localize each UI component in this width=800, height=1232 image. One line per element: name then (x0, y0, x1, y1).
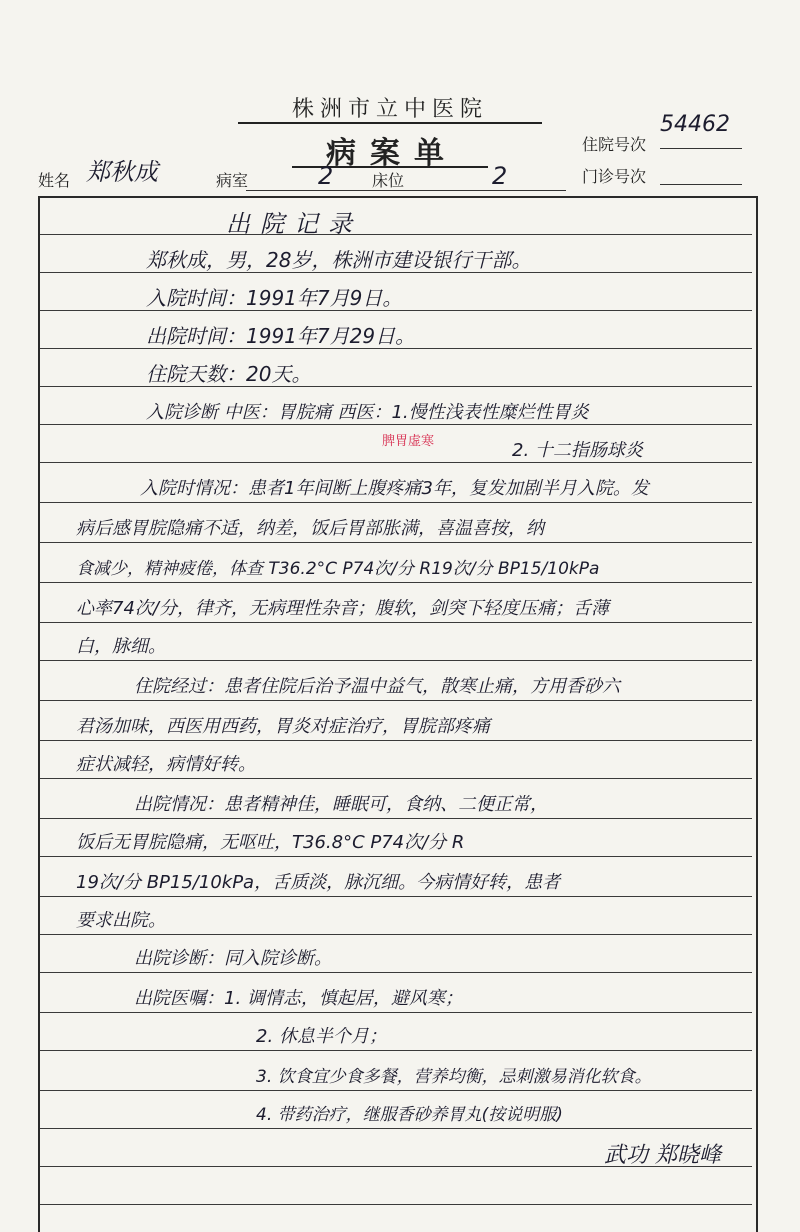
rule-line (40, 582, 752, 583)
ward-label: 病室 (216, 171, 249, 190)
rule-line (40, 856, 752, 857)
discharge-condition-line: 要求出院。 (76, 910, 166, 931)
discharge-condition-line: 19次/分 BP15/10kPa，舌质淡，脉沉细。今病情好转，患者 (76, 872, 561, 893)
record-title: 出院记录 (226, 210, 362, 238)
inpatient-no-value: 54462 (660, 112, 730, 137)
discharge-advice-line: 3. 饮食宜少食多餐，营养均衡，忌刺激易消化软食。 (256, 1067, 652, 1087)
red-annotation: 脾胃虚寒 (382, 434, 435, 449)
doctor-signature: 武功 郑晓峰 (604, 1143, 721, 1168)
discharge-advice-line: 2. 休息半个月； (256, 1026, 387, 1047)
rule-line (40, 1012, 752, 1013)
outpatient-no-underline (660, 184, 742, 185)
course-line: 住院经过：患者住院后治予温中益气，散寒止痛，方用香砂六 (134, 676, 620, 697)
rule-line (40, 462, 752, 463)
rule-line (40, 234, 752, 235)
rule-line (40, 502, 752, 503)
ward-bed-underline (246, 190, 566, 191)
rule-line (40, 1050, 752, 1051)
stay-days: 住院天数：20天。 (146, 362, 312, 386)
discharge-diagnosis: 出院诊断：同入院诊断。 (134, 948, 332, 969)
rule-line (40, 424, 752, 425)
rule-line (40, 896, 752, 897)
bed-value: 2 (492, 162, 508, 190)
hospital-underline (238, 122, 542, 124)
rule-line (40, 542, 752, 543)
rule-line (40, 1090, 752, 1091)
admission-condition-line: 心率74次/分，律齐，无病理性杂音；腹软，剑突下轻度压痛；舌薄 (76, 598, 609, 619)
patient-line: 郑秋成，男，28岁，株洲市建设银行干部。 (146, 248, 532, 272)
admission-condition-line: 入院时情况：患者1年间断上腹疼痛3年，复发加剧半月入院。发 (140, 478, 649, 499)
inpatient-no-label: 住院号次 (582, 135, 647, 154)
admission-diagnosis-2: 2. 十二指肠球炎 (512, 440, 643, 461)
course-line: 君汤加味，西医用西药，胃炎对症治疗，胃脘部疼痛 (76, 716, 490, 737)
rule-line (40, 660, 752, 661)
admit-time: 入院时间：1991年7月9日。 (146, 286, 403, 310)
name-label: 姓名 (38, 171, 71, 190)
rule-line (40, 972, 752, 973)
discharge-condition-line: 饭后无胃脘隐痛，无呕吐，T36.8°C P74次/分 R (76, 832, 465, 853)
discharge-advice-line: 出院医嘱：1. 调情志，慎起居，避风寒； (134, 988, 463, 1009)
hospital-name: 株洲市立中医院 (291, 97, 488, 122)
rule-line (40, 1128, 752, 1129)
rule-line (40, 934, 752, 935)
inpatient-no-underline (660, 148, 742, 149)
rule-line (40, 818, 752, 819)
admission-condition-line: 病后感胃脘隐痛不适，纳差，饭后胃部胀满，喜温喜按，纳 (76, 518, 544, 539)
rule-line (40, 778, 752, 779)
admission-condition-line: 食减少，精神疲倦，体查 T36.2°C P74次/分 R19次/分 BP15/10kPa (76, 559, 600, 579)
discharge-time: 出院时间：1991年7月29日。 (146, 324, 416, 348)
rule-line (40, 700, 752, 701)
ward-value: 2 (318, 162, 334, 190)
rule-line (40, 1204, 752, 1205)
admission-diagnosis: 入院诊断 中医：胃脘痛 西医：1.慢性浅表性糜烂性胃炎 (146, 402, 589, 423)
name-value: 郑秋成 (86, 158, 158, 186)
form-title: 病案单 (326, 136, 458, 171)
outpatient-no-label: 门诊号次 (582, 167, 647, 186)
rule-line (40, 740, 752, 741)
course-line: 症状减轻，病情好转。 (76, 754, 256, 775)
bed-label: 床位 (372, 171, 405, 190)
discharge-condition-line: 出院情况：患者精神佳，睡眠可，食纳、二便正常， (134, 794, 548, 815)
admission-condition-line: 白，脉细。 (76, 636, 166, 657)
discharge-advice-line: 4. 带药治疗，继服香砂养胃丸(按说明服) (256, 1105, 563, 1125)
rule-line (40, 622, 752, 623)
